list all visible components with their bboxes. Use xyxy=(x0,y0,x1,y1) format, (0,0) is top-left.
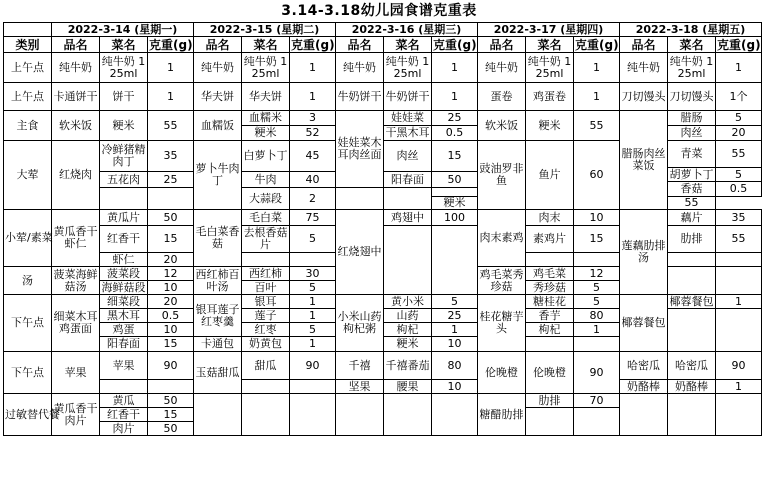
weight-cell: 15 xyxy=(148,408,194,422)
table-row xyxy=(4,83,762,111)
weight-cell: 55 xyxy=(668,197,716,210)
ingredient-cell: 纯牛奶 125ml xyxy=(242,53,290,83)
dish-cell: 纯牛奶 xyxy=(194,53,242,83)
ingredient-cell xyxy=(242,380,290,394)
dish-cell: 银耳莲子红枣羹 xyxy=(194,295,242,337)
ingredient-cell: 枸杞 xyxy=(384,323,432,337)
ingredient-cell: 白萝卜丁 xyxy=(242,141,290,172)
dish-cell: 纯牛奶 xyxy=(620,53,668,83)
dish-header: 品名 xyxy=(52,37,100,53)
dish-header: 品名 xyxy=(620,37,668,53)
table-row xyxy=(4,111,762,126)
dish-cell: 萝卜牛肉丁 xyxy=(194,141,242,210)
weight-cell: 55 xyxy=(148,111,194,141)
weight-cell: 1 xyxy=(432,323,478,337)
weight-cell xyxy=(716,309,762,352)
category-cell: 主食 xyxy=(4,111,52,141)
ingredient-cell xyxy=(100,188,148,210)
weight-cell: 12 xyxy=(574,267,620,281)
weight-cell: 52 xyxy=(290,126,336,141)
ingredient-cell: 鸡翅中 xyxy=(384,210,432,226)
table-row xyxy=(4,380,762,394)
weight-cell: 5 xyxy=(290,281,336,295)
table-row xyxy=(4,295,762,309)
dish-cell: 腊肠肉丝菜饭 xyxy=(620,111,668,210)
ingredient-cell: 香芋 xyxy=(526,309,574,323)
weight-cell: 10 xyxy=(574,210,620,226)
ingredient-cell: 刀切馒头 xyxy=(668,83,716,111)
weight-cell: 90 xyxy=(148,352,194,380)
weight-cell: 55 xyxy=(716,226,762,253)
ingredient-cell: 椰蓉餐包 xyxy=(669,294,714,308)
ingredient-header: 菜名 xyxy=(668,37,716,53)
ingredient-cell: 冷鲜猪精肉丁 xyxy=(100,141,148,172)
dish-header: 品名 xyxy=(194,37,242,53)
ingredient-cell: 粳米 xyxy=(384,337,432,352)
ingredient-cell: 糖桂花 xyxy=(526,295,574,309)
weight-cell: 50 xyxy=(148,210,194,226)
ingredient-cell: 纯牛奶 125ml xyxy=(526,53,574,83)
ingredient-cell: 红香干 xyxy=(100,226,148,253)
weight-cell: 15 xyxy=(148,337,194,352)
dish-cell: 莲藕肋排汤 xyxy=(620,210,668,295)
dish-cell: 蛋卷 xyxy=(478,83,526,111)
weight-cell: 40 xyxy=(290,172,336,188)
dish-cell: 毛白菜香菇 xyxy=(194,210,242,267)
ingredient-cell xyxy=(668,394,716,436)
ingredient-cell: 银耳 xyxy=(242,295,290,309)
ingredient-cell: 枸杞 xyxy=(526,323,574,337)
ingredient-cell: 去根香菇片 xyxy=(243,226,288,251)
dish-cell: 红烧肉 xyxy=(52,141,100,210)
weight-cell: 1 xyxy=(716,53,762,83)
weight-cell: 1 xyxy=(290,295,336,309)
ingredient-cell: 肉丝 xyxy=(384,141,432,172)
weight-cell: 1 xyxy=(290,309,336,323)
ingredient-cell: 百叶 xyxy=(242,281,290,295)
ingredient-cell: 千禧番茄 xyxy=(384,352,432,380)
weight-cell: 55 xyxy=(574,111,620,141)
dish-cell xyxy=(194,394,242,436)
weight-cell: 10 xyxy=(148,281,194,295)
weight-header: 克重(g) xyxy=(575,37,619,52)
ingredient-cell: 虾仁 xyxy=(100,253,148,267)
weight-cell xyxy=(148,380,194,394)
weight-header: 克重(g) xyxy=(149,37,193,52)
dish-header: 品名 xyxy=(478,37,526,53)
ingredient-cell: 血糯米 xyxy=(242,111,290,126)
weight-cell xyxy=(290,394,336,436)
weight-cell xyxy=(432,226,478,295)
ingredient-cell: 鸡毛菜 xyxy=(526,267,574,281)
ingredient-cell: 阳春面 xyxy=(100,337,148,352)
weight-cell: 25 xyxy=(148,172,194,188)
dish-cell: 牛奶饼干 xyxy=(336,83,384,111)
weight-cell xyxy=(432,394,478,436)
weight-cell: 50 xyxy=(432,172,478,188)
ingredient-cell xyxy=(336,188,384,210)
weight-cell: 1 xyxy=(148,83,194,111)
weight-cell: 1 xyxy=(290,53,336,83)
ingredient-cell xyxy=(100,380,148,394)
weight-cell: 0.5 xyxy=(432,126,478,141)
weight-cell: 35 xyxy=(148,141,194,172)
dish-cell: 玉菇甜瓜 xyxy=(194,352,242,394)
ingredient-cell xyxy=(668,267,716,295)
ingredient-cell: 哈密瓜 xyxy=(668,352,716,380)
dish-cell: 苹果 xyxy=(52,352,100,394)
dish-cell: 奶酪棒 xyxy=(620,380,668,394)
weight-cell: 90 xyxy=(716,352,762,380)
ingredient-cell xyxy=(668,309,716,352)
weight-cell: 15 xyxy=(432,141,478,172)
table-row xyxy=(4,53,762,83)
ingredient-cell: 黄瓜片 xyxy=(100,210,148,226)
weight-header: 克重(g) xyxy=(717,37,761,52)
dish-cell: 西红柿百叶汤 xyxy=(195,267,240,293)
weight-cell: 1 xyxy=(290,337,336,352)
dish-cell: 菠菜海鲜菇汤 xyxy=(53,267,98,293)
weight-cell xyxy=(384,188,432,210)
dish-cell: 哈密瓜 xyxy=(620,352,668,380)
ingredient-cell: 粳米 xyxy=(100,111,148,141)
weight-cell: 90 xyxy=(290,352,336,380)
ingredient-cell xyxy=(384,394,432,436)
weight-cell: 1 xyxy=(716,380,762,394)
ingredient-cell xyxy=(526,253,574,267)
ingredient-cell xyxy=(242,253,290,267)
dish-cell: 鸡毛菜秀珍菇 xyxy=(479,267,524,293)
ingredient-header: 菜名 xyxy=(526,37,574,53)
weight-cell: 10 xyxy=(432,380,478,394)
dish-cell: 豉油罗非鱼 xyxy=(478,141,526,210)
ingredient-cell: 伦晚橙 xyxy=(526,352,574,394)
dish-cell: 糖醋肋排 xyxy=(478,394,526,436)
dish-cell: 黄瓜香干肉片 xyxy=(52,394,100,436)
ingredient-cell: 腊肠 xyxy=(668,111,716,126)
ingredient-cell: 藕片 xyxy=(668,210,716,226)
ingredient-cell: 素鸡片 xyxy=(526,226,574,253)
weight-cell: 1 xyxy=(574,83,620,111)
weight-cell: 80 xyxy=(432,352,478,380)
weight-cell: 1 xyxy=(148,53,194,83)
category-cell: 下午点 xyxy=(4,295,52,352)
table-row xyxy=(4,210,762,226)
category-cell: 小荤/素菜 xyxy=(4,210,52,267)
weight-cell xyxy=(148,188,194,210)
dish-cell: 肉末素鸡 xyxy=(478,210,526,267)
dish-cell: 纯牛奶 xyxy=(52,53,100,83)
ingredient-cell: 肋排 xyxy=(668,226,716,253)
dish-cell: 血糯饭 xyxy=(194,111,242,141)
weight-cell: 0.5 xyxy=(148,309,194,323)
weight-cell: 1 xyxy=(432,53,478,83)
column-header-row xyxy=(4,37,762,53)
weight-cell: 15 xyxy=(148,226,194,253)
ingredient-header: 菜名 xyxy=(100,37,148,53)
weight-cell: 1个 xyxy=(716,83,762,111)
weight-cell: 1 xyxy=(574,53,620,83)
weight-cell: 1 xyxy=(290,83,336,111)
weight-cell xyxy=(716,394,762,436)
dish-cell: 坚果 xyxy=(336,380,384,394)
weight-cell xyxy=(290,380,336,394)
ingredient-cell: 香菇 xyxy=(668,182,716,197)
category-cell: 下午点 xyxy=(4,352,52,394)
weight-cell xyxy=(574,337,620,352)
weight-cell: 3 xyxy=(290,111,336,126)
weight-cell: 5 xyxy=(716,111,762,126)
category-header: 类别 xyxy=(4,37,52,53)
ingredient-cell: 粳米 xyxy=(432,197,478,210)
ingredient-cell: 干黑木耳 xyxy=(385,126,430,139)
weight-cell: 75 xyxy=(290,210,336,226)
dish-cell: 刀切馒头 xyxy=(620,83,668,111)
dish-cell: 小米山药枸杞粥 xyxy=(336,295,384,352)
ingredient-header: 菜名 xyxy=(384,37,432,53)
ingredient-cell: 山药 xyxy=(384,309,432,323)
weight-cell: 20 xyxy=(148,295,194,309)
ingredient-cell: 海鲜菇段 xyxy=(101,280,146,294)
ingredient-cell: 苹果 xyxy=(100,352,148,380)
ingredient-cell: 鸡蛋 xyxy=(100,323,148,337)
ingredient-cell: 纯牛奶 125ml xyxy=(668,53,716,83)
ingredient-cell: 纯牛奶 125ml xyxy=(100,53,148,83)
weight-cell: 5 xyxy=(290,226,336,253)
dish-cell: 软米饭 xyxy=(478,111,526,141)
weight-cell: 90 xyxy=(574,352,620,394)
table-row xyxy=(4,394,762,408)
dish-cell: 红烧翅中 xyxy=(336,210,384,295)
day-header: 2022-3-16 (星期三) xyxy=(336,23,478,37)
weight-cell: 1 xyxy=(432,83,478,111)
weight-cell xyxy=(290,253,336,267)
weight-cell: 80 xyxy=(574,309,620,323)
ingredient-cell xyxy=(384,226,432,295)
ingredient-cell: 红枣 xyxy=(242,323,290,337)
ingredient-cell: 华夫饼 xyxy=(242,83,290,111)
ingredient-cell: 秀珍菇 xyxy=(526,281,574,295)
ingredient-cell: 菠菜段 xyxy=(100,267,148,281)
weight-cell: 10 xyxy=(432,337,478,352)
dish-cell: 卡通包 xyxy=(194,337,242,352)
weight-cell: 25 xyxy=(432,111,478,126)
ingredient-header: 菜名 xyxy=(242,37,290,53)
ingredient-cell: 奶黄包 xyxy=(242,337,290,352)
ingredient-cell: 奶酪棒 xyxy=(668,380,716,394)
ingredient-cell: 腰果 xyxy=(384,380,432,394)
weight-cell: 5 xyxy=(574,281,620,295)
weight-cell: 15 xyxy=(574,226,620,253)
ingredient-cell: 牛肉 xyxy=(242,172,290,188)
ingredient-cell: 牛奶饼干 xyxy=(384,83,432,111)
weight-cell: 50 xyxy=(148,422,194,436)
corner-cell xyxy=(4,23,52,37)
weight-cell xyxy=(574,253,620,267)
weight-cell: 12 xyxy=(148,267,194,281)
ingredient-cell: 莲子 xyxy=(242,309,290,323)
ingredient-cell xyxy=(526,408,574,436)
weight-cell: 20 xyxy=(148,253,194,267)
ingredient-cell: 肉丝 xyxy=(668,126,716,141)
dish-cell: 伦晚橙 xyxy=(478,352,526,394)
category-cell: 上午点 xyxy=(4,83,52,111)
dish-cell: 椰蓉餐包 xyxy=(620,295,668,352)
weight-cell: 0.5 xyxy=(716,182,762,197)
ingredient-cell: 肉片 xyxy=(100,422,148,436)
dish-cell xyxy=(336,394,384,436)
weight-cell: 10 xyxy=(148,323,194,337)
ingredient-cell: 鸡蛋卷 xyxy=(526,83,574,111)
ingredient-cell: 毛白菜 xyxy=(242,210,290,226)
ingredient-cell: 肋排 xyxy=(526,394,574,408)
weight-cell: 5 xyxy=(716,168,762,182)
weight-cell: 60 xyxy=(574,141,620,210)
ingredient-cell xyxy=(242,394,290,436)
dish-cell: 华夫饼 xyxy=(194,83,242,111)
weight-cell xyxy=(574,408,620,436)
weight-cell xyxy=(716,253,762,267)
ingredient-cell: 娃娃菜 xyxy=(384,111,432,126)
category-cell: 过敏替代餐 xyxy=(4,394,52,436)
dish-cell: 纯牛奶 xyxy=(478,53,526,83)
day-header: 2022-3-17 (星期四) xyxy=(478,23,620,37)
category-cell: 汤 xyxy=(4,267,52,295)
ingredient-cell xyxy=(668,253,716,267)
ingredient-cell: 青菜 xyxy=(668,141,716,168)
weight-header: 克重(g) xyxy=(433,37,477,52)
dish-cell: 娃娃菜木耳肉丝面 xyxy=(336,111,384,188)
weight-cell: 100 xyxy=(432,210,478,226)
ingredient-cell: 五花肉 xyxy=(100,172,148,188)
dish-cell: 黄瓜香干虾仁 xyxy=(52,210,100,267)
category-cell: 大荤 xyxy=(4,141,52,210)
weight-cell: 5 xyxy=(574,295,620,309)
weight-cell: 50 xyxy=(148,394,194,408)
day-header: 2022-3-18 (星期五) xyxy=(620,23,762,37)
dish-header: 品名 xyxy=(336,37,384,53)
ingredient-cell: 红香干 xyxy=(100,408,148,422)
weight-cell: 5 xyxy=(432,295,478,309)
day-header: 2022-3-15 (星期二) xyxy=(194,23,336,37)
dish-cell: 细菜木耳鸡蛋面 xyxy=(52,295,100,352)
weight-cell: 1 xyxy=(716,295,762,309)
weight-cell: 20 xyxy=(716,126,762,141)
ingredient-cell: 黄小米 xyxy=(384,295,432,309)
page-title: 3.14-3.18幼儿园食谱克重表 xyxy=(281,3,477,19)
ingredient-cell: 甜瓜 xyxy=(242,352,290,380)
table-row xyxy=(4,352,762,380)
ingredient-cell: 粳米 xyxy=(526,111,574,141)
ingredient-cell: 黑木耳 xyxy=(100,309,148,323)
dish-cell: 纯牛奶 xyxy=(336,53,384,83)
weight-header: 克重(g) xyxy=(291,37,335,52)
weight-cell: 30 xyxy=(290,267,336,281)
dish-cell: 软米饭 xyxy=(52,111,100,141)
ingredient-cell: 阳春面 xyxy=(384,172,432,188)
category-cell: 上午点 xyxy=(4,53,52,83)
weight-cell: 1 xyxy=(574,323,620,337)
ingredient-cell: 粳米 xyxy=(242,126,290,141)
dish-cell: 桂花糖芋头 xyxy=(478,295,526,352)
day-header: 2022-3-14 (星期一) xyxy=(52,23,194,37)
dish-cell: 千禧 xyxy=(336,352,384,380)
weight-cell: 55 xyxy=(716,141,762,168)
ingredient-cell: 肉末 xyxy=(526,210,574,226)
weight-cell: 35 xyxy=(716,210,762,226)
weight-cell: 2 xyxy=(290,188,336,210)
ingredient-cell: 饼干 xyxy=(100,83,148,111)
dish-cell: 卡通饼干 xyxy=(52,83,100,111)
weight-cell: 45 xyxy=(290,141,336,172)
ingredient-cell: 纯牛奶 125ml xyxy=(384,53,432,83)
weight-cell xyxy=(716,267,762,295)
ingredient-cell: 西红柿 xyxy=(242,267,290,281)
weight-cell: 5 xyxy=(290,323,336,337)
dish-cell xyxy=(620,394,668,436)
ingredient-cell: 大蒜段 xyxy=(242,188,290,210)
ingredient-cell: 鱼片 xyxy=(526,141,574,210)
ingredient-cell: 细菜段 xyxy=(100,295,148,309)
weight-cell: 70 xyxy=(574,394,620,408)
ingredient-cell xyxy=(526,337,574,352)
date-header-row xyxy=(4,23,762,37)
ingredient-cell: 胡萝卜丁 xyxy=(669,167,714,181)
menu-table xyxy=(3,22,762,436)
weight-cell: 25 xyxy=(432,309,478,323)
ingredient-cell: 黄瓜 xyxy=(100,394,148,408)
